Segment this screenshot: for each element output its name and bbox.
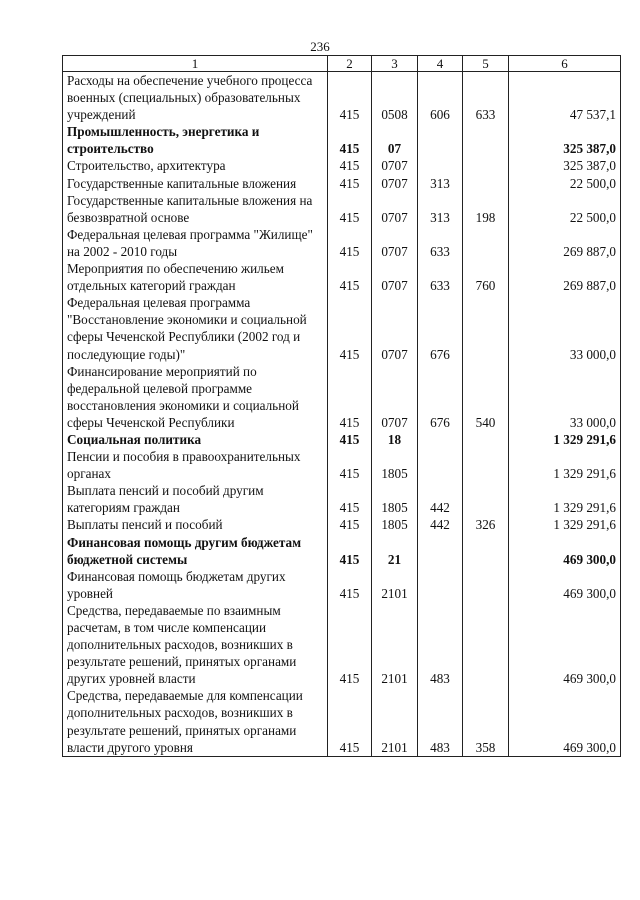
table-row [63, 482, 621, 516]
code-section: 1805 [372, 482, 418, 516]
item-name: Расходы на обеспечение учебного процесса военных (специальных) образовательных учреждений [63, 72, 328, 124]
code-section: 0707 [372, 363, 418, 431]
code-target: 633 [418, 226, 463, 260]
header-row [63, 56, 621, 72]
code-ministry: 415 [328, 294, 372, 362]
table-row [63, 72, 621, 124]
item-name: Федеральная целевая программа "Жилище" на 2002 - 2010 годы [63, 226, 328, 260]
code-ministry: 415 [328, 363, 372, 431]
code-section: 21 [372, 534, 418, 568]
code-target: 442 [418, 516, 463, 533]
table-header [63, 56, 621, 72]
code-expense-type [463, 534, 509, 568]
code-section: 0707 [372, 157, 418, 174]
code-target: 442 [418, 482, 463, 516]
code-ministry: 415 [328, 431, 372, 448]
code-section: 1805 [372, 516, 418, 533]
table-row [63, 568, 621, 602]
amount: 1 329 291,6 [509, 431, 621, 448]
amount: 269 887,0 [509, 260, 621, 294]
item-name: Пенсии и пособия в правоохранительных органах [63, 448, 328, 482]
code-expense-type [463, 175, 509, 192]
code-expense-type [463, 157, 509, 174]
code-expense-type [463, 448, 509, 482]
code-target [418, 431, 463, 448]
amount: 1 329 291,6 [509, 516, 621, 533]
code-section: 2101 [372, 568, 418, 602]
table-row [63, 363, 621, 431]
code-ministry: 415 [328, 482, 372, 516]
code-ministry: 415 [328, 260, 372, 294]
code-ministry: 415 [328, 226, 372, 260]
amount: 33 000,0 [509, 294, 621, 362]
table-row [63, 534, 621, 568]
item-name: Средства, передаваемые для компенсации дополнительных расходов, возникших в результате решений, принятых органами власти другого уровня [63, 687, 328, 756]
column-header-1: 1 [63, 56, 328, 72]
table-row [63, 192, 621, 226]
table-body [63, 72, 621, 757]
code-target: 606 [418, 72, 463, 124]
code-target: 313 [418, 175, 463, 192]
code-ministry: 415 [328, 157, 372, 174]
code-target [418, 568, 463, 602]
code-expense-type [463, 431, 509, 448]
table-row [63, 123, 621, 157]
amount: 469 300,0 [509, 534, 621, 568]
table-row [63, 448, 621, 482]
code-ministry: 415 [328, 448, 372, 482]
amount: 325 387,0 [509, 123, 621, 157]
code-expense-type [463, 123, 509, 157]
table-row [63, 226, 621, 260]
code-expense-type: 633 [463, 72, 509, 124]
item-name: Финансирование мероприятий по федеральной целевой программе восстановления экономики и социальной сферы Чеченской Республики [63, 363, 328, 431]
code-ministry: 415 [328, 175, 372, 192]
table-row [63, 431, 621, 448]
code-target: 313 [418, 192, 463, 226]
column-header-4: 4 [418, 56, 463, 72]
code-expense-type [463, 482, 509, 516]
item-name: Средства, передаваемые по взаимным расчетам, в том числе компенсации дополнительных расходов, возникших в результате решений, принятых органами других уровней власти [63, 602, 328, 687]
code-target [418, 123, 463, 157]
code-expense-type: 198 [463, 192, 509, 226]
amount: 1 329 291,6 [509, 448, 621, 482]
code-ministry: 415 [328, 687, 372, 756]
table-row [63, 602, 621, 687]
budget-table [62, 55, 621, 757]
table-row [63, 260, 621, 294]
code-target: 483 [418, 687, 463, 756]
code-target: 483 [418, 602, 463, 687]
amount: 469 300,0 [509, 687, 621, 756]
code-section: 0707 [372, 192, 418, 226]
item-name: Мероприятия по обеспечению жильем отдельных категорий граждан [63, 260, 328, 294]
table-row [63, 516, 621, 533]
code-section: 0508 [372, 72, 418, 124]
code-ministry: 415 [328, 72, 372, 124]
page-number: 236 [310, 39, 330, 54]
amount: 22 500,0 [509, 192, 621, 226]
code-section: 0707 [372, 294, 418, 362]
code-section: 07 [372, 123, 418, 157]
table-row [63, 157, 621, 174]
amount: 47 537,1 [509, 72, 621, 124]
code-expense-type [463, 226, 509, 260]
code-ministry: 415 [328, 602, 372, 687]
code-ministry: 415 [328, 534, 372, 568]
code-target: 676 [418, 363, 463, 431]
code-expense-type: 760 [463, 260, 509, 294]
amount: 325 387,0 [509, 157, 621, 174]
item-name: Выплаты пенсий и пособий [63, 516, 328, 533]
column-header-2: 2 [328, 56, 372, 72]
code-target: 633 [418, 260, 463, 294]
code-expense-type [463, 568, 509, 602]
item-name: Государственные капитальные вложения [63, 175, 328, 192]
code-section: 0707 [372, 226, 418, 260]
amount: 22 500,0 [509, 175, 621, 192]
code-target [418, 534, 463, 568]
amount: 1 329 291,6 [509, 482, 621, 516]
code-section: 2101 [372, 602, 418, 687]
table-row [63, 687, 621, 756]
code-section: 0707 [372, 260, 418, 294]
item-name: Промышленность, энергетика и строительство [63, 123, 328, 157]
table-row [63, 294, 621, 362]
code-expense-type: 358 [463, 687, 509, 756]
amount: 269 887,0 [509, 226, 621, 260]
item-name: Федеральная целевая программа "Восстановление экономики и социальной сферы Чеченской Республики (2002 год и последующие годы)" [63, 294, 328, 362]
item-name: Строительство, архитектура [63, 157, 328, 174]
amount: 469 300,0 [509, 602, 621, 687]
code-ministry: 415 [328, 192, 372, 226]
item-name: Финансовая помощь другим бюджетам бюджетной системы [63, 534, 328, 568]
code-section: 2101 [372, 687, 418, 756]
code-target [418, 157, 463, 174]
code-expense-type [463, 602, 509, 687]
column-header-5: 5 [463, 56, 509, 72]
code-ministry: 415 [328, 516, 372, 533]
code-section: 0707 [372, 175, 418, 192]
code-ministry: 415 [328, 123, 372, 157]
code-expense-type [463, 294, 509, 362]
item-name: Финансовая помощь бюджетам других уровней [63, 568, 328, 602]
code-target: 676 [418, 294, 463, 362]
column-header-6: 6 [509, 56, 621, 72]
code-expense-type: 326 [463, 516, 509, 533]
column-header-3: 3 [372, 56, 418, 72]
item-name: Государственные капитальные вложения на безвозвратной основе [63, 192, 328, 226]
table-row [63, 175, 621, 192]
code-section: 1805 [372, 448, 418, 482]
code-expense-type: 540 [463, 363, 509, 431]
code-target [418, 448, 463, 482]
amount: 33 000,0 [509, 363, 621, 431]
code-section: 18 [372, 431, 418, 448]
code-ministry: 415 [328, 568, 372, 602]
item-name: Выплата пенсий и пособий другим категориям граждан [63, 482, 328, 516]
item-name: Социальная политика [63, 431, 328, 448]
amount: 469 300,0 [509, 568, 621, 602]
